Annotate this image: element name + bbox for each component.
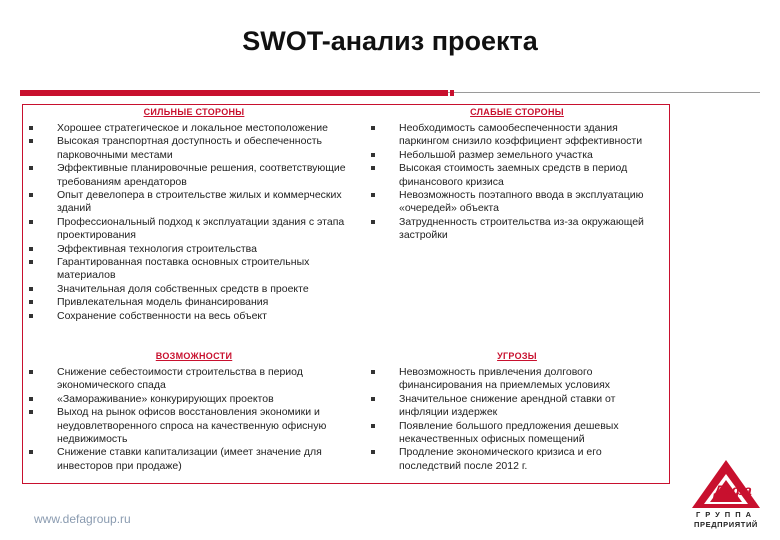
list-item-text: Выход на рынок офисов восстановления экономики и неудовлетворенного спроса на качественную офисную недвижимость	[57, 406, 327, 446]
list-item	[369, 216, 665, 243]
list-item	[369, 393, 665, 420]
bullet-icon	[29, 300, 33, 304]
opportunities-heading: ВОЗМОЖНОСТИ	[155, 351, 233, 361]
list-item-text: Снижение себестоимости строительства в период экономического спада	[57, 366, 303, 392]
threats-list	[369, 366, 665, 473]
list-item	[369, 420, 665, 447]
list-item	[27, 393, 361, 406]
header-accent-bar	[20, 90, 448, 96]
bullet-icon	[29, 370, 33, 374]
list-item	[27, 283, 361, 296]
list-item-text: Значительная доля собственных средств в проекте	[57, 282, 309, 295]
bullet-icon	[371, 370, 375, 374]
list-item	[369, 189, 665, 216]
list-item	[27, 162, 361, 189]
bullet-icon	[371, 166, 375, 170]
bullet-icon	[371, 397, 375, 401]
bullet-icon	[371, 193, 375, 197]
bullet-icon	[371, 126, 375, 130]
bullet-icon	[29, 220, 33, 224]
list-item-text: Гарантированная поставка основных строительных материалов	[57, 256, 310, 282]
list-item-text: Высокая стоимость заемных средств в период финансового кризиса	[399, 162, 628, 188]
bullet-icon	[29, 139, 33, 143]
list-item-text: Сохранение собственности на весь объект	[57, 309, 267, 322]
list-item-text: Невозможность привлечения долгового финансирования на приемлемых условиях	[399, 366, 611, 392]
bullet-icon	[29, 193, 33, 197]
list-item	[27, 256, 361, 283]
list-item	[27, 122, 361, 135]
list-item	[27, 310, 361, 323]
threats-quadrant	[365, 349, 669, 483]
website-link[interactable]: www.defagroup.ru	[34, 512, 131, 526]
bullet-icon	[29, 260, 33, 264]
list-item-text: Снижение ставки капитализации (имеет значение для инвесторов при продаже)	[57, 446, 322, 472]
logo-line-2: ПРЕДПРИЯТИЙ	[694, 520, 758, 529]
bullet-icon	[29, 397, 33, 401]
list-item	[27, 366, 361, 393]
list-item-text: «Замораживание» конкурирующих проектов	[57, 392, 274, 405]
bullet-icon	[29, 450, 33, 454]
list-item	[27, 296, 361, 309]
page-title: SWOT-анализ проекта	[242, 26, 538, 56]
list-item	[27, 216, 361, 243]
list-item-text: Значительное снижение арендной ставки от инфляции издержек	[399, 392, 616, 419]
list-item-text: Продление экономического кризиса и его последствий после 2012 г.	[399, 446, 602, 472]
strengths-list	[27, 122, 361, 323]
bullet-icon	[29, 126, 33, 130]
list-item	[369, 149, 665, 162]
logo-brand: Дэфа	[714, 482, 752, 498]
list-item-text: Опыт девелопера в строительстве жилых и коммерческих зданий	[57, 189, 342, 215]
weaknesses-list	[369, 122, 665, 243]
list-item	[27, 135, 361, 162]
strengths-heading: СИЛЬНЫЕ СТОРОНЫ	[143, 107, 245, 117]
opportunities-quadrant	[23, 349, 365, 483]
list-item	[369, 446, 665, 473]
bullet-icon	[29, 314, 33, 318]
logo-line-1: ГРУППА	[695, 510, 757, 519]
list-item-text: Невозможность поэтапного ввода в эксплуатацию «очередей» объекта	[399, 189, 644, 215]
bullet-icon	[371, 424, 375, 428]
list-item-text: Эффективная технология строительства	[57, 242, 257, 255]
bullet-icon	[29, 287, 33, 291]
list-item-text: Появление большого предложения дешевых некачественных офисных помещений	[399, 419, 619, 446]
list-item-text: Необходимость самообеспеченности здания паркингом снизило коэффициент эффективности	[399, 122, 643, 148]
list-item-text: Хорошее стратегическое и локальное местоположение	[57, 122, 329, 134]
list-item	[27, 446, 361, 473]
opportunities-list	[27, 366, 361, 473]
list-item	[369, 162, 665, 189]
company-logo	[686, 458, 766, 534]
list-item	[27, 189, 361, 216]
weaknesses-heading: СЛАБЫЕ СТОРОНЫ	[470, 107, 564, 117]
list-item-text: Затрудненность строительства из-за окружающей застройки	[399, 215, 644, 242]
list-item	[369, 366, 665, 393]
strengths-quadrant	[23, 105, 365, 349]
weaknesses-quadrant	[365, 105, 669, 349]
bullet-icon	[29, 410, 33, 414]
list-item-text: Высокая транспортная доступность и обеспеченность парковочными местами	[57, 135, 322, 161]
swot-table	[22, 104, 670, 484]
threats-heading: УГРОЗЫ	[497, 351, 537, 361]
bullet-icon	[371, 220, 375, 224]
list-item	[369, 122, 665, 149]
list-item-text: Привлекательная модель финансирования	[57, 296, 269, 309]
list-item	[27, 243, 361, 256]
bullet-icon	[29, 166, 33, 170]
bullet-icon	[29, 247, 33, 251]
bullet-icon	[371, 450, 375, 454]
list-item-text: Эффективные планировочные решения, соответствующие требованиям арендаторов	[57, 162, 346, 188]
list-item-text: Профессиональный подход к эксплуатации здания с этапа проектирования	[57, 215, 345, 242]
header-accent-tick	[450, 90, 454, 96]
bullet-icon	[371, 153, 375, 157]
list-item	[27, 406, 361, 446]
list-item-text: Небольшой размер земельного участка	[399, 148, 593, 161]
